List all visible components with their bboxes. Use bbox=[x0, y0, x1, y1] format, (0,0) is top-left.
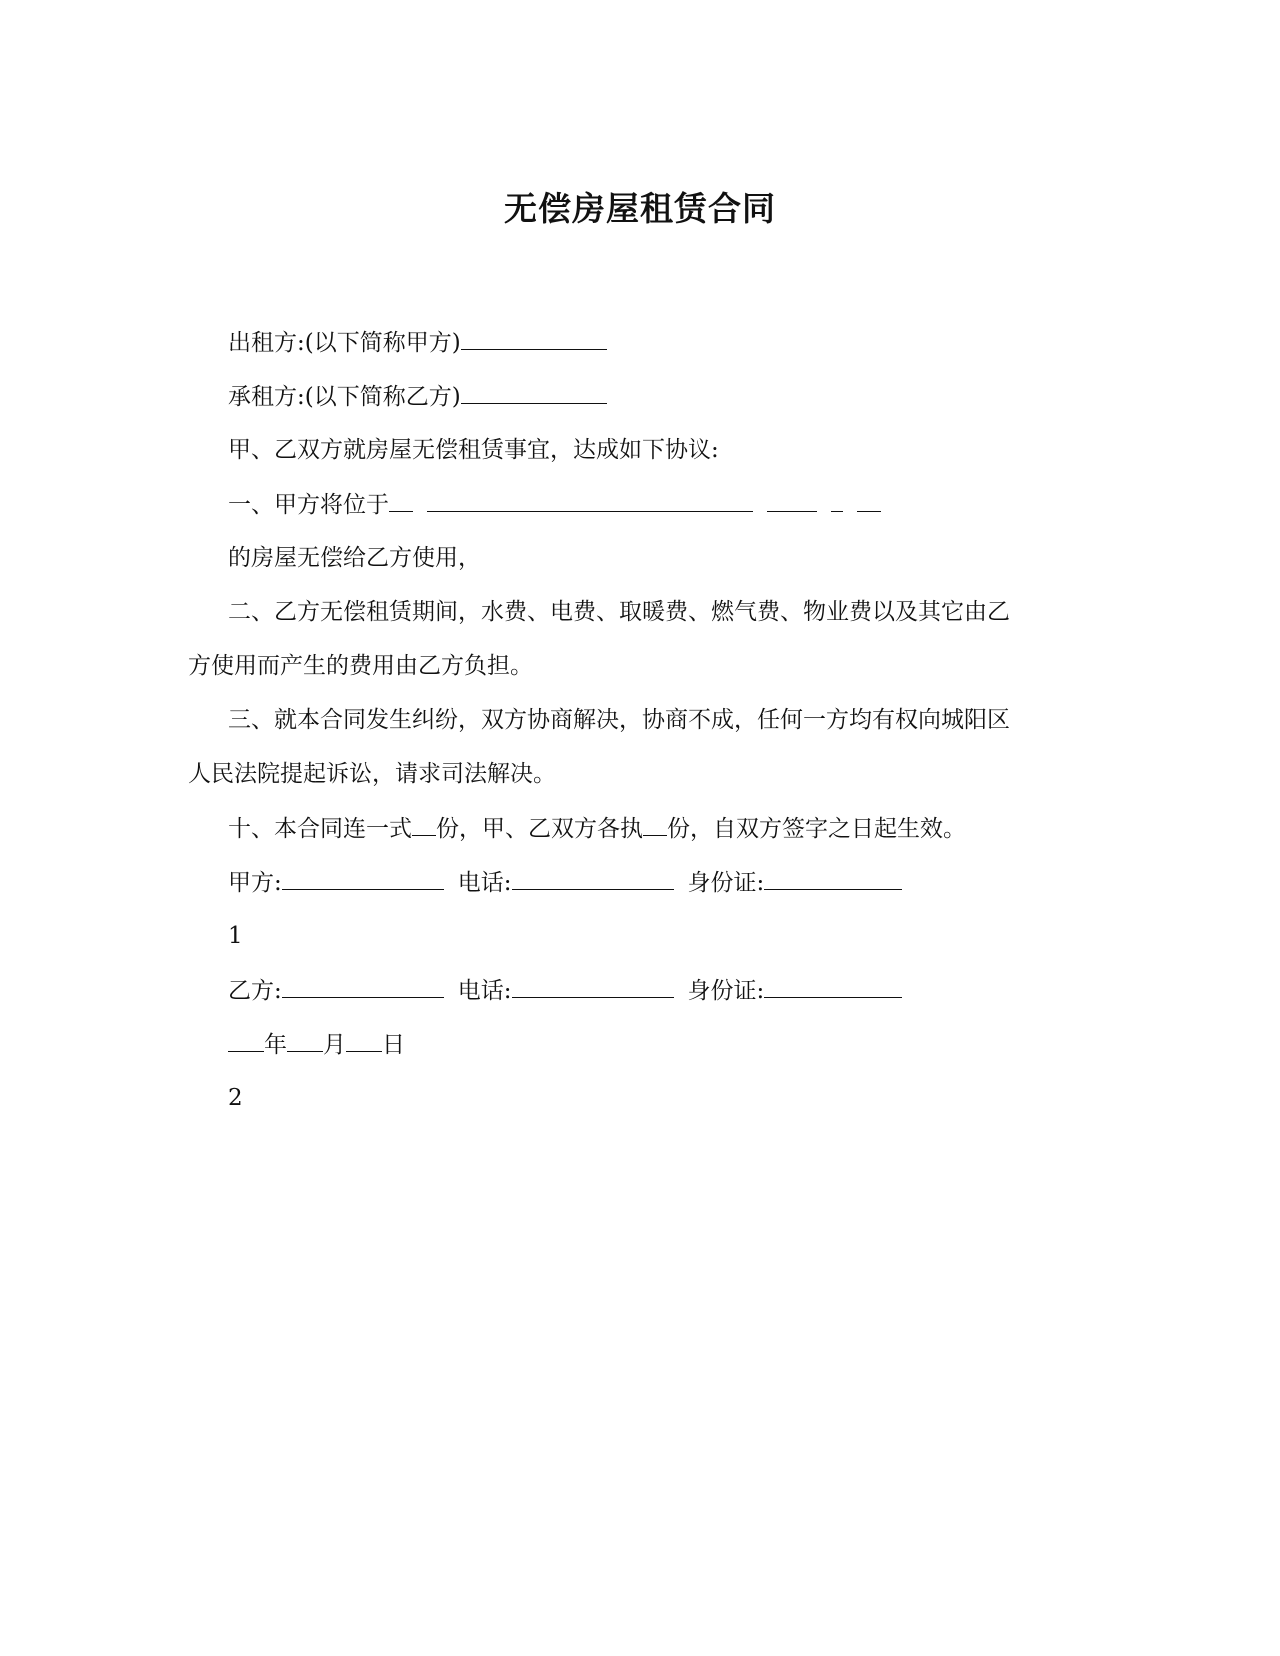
party-a-label: 甲方: bbox=[228, 870, 282, 896]
page-number-2: 2 bbox=[228, 1085, 243, 1111]
date-line bbox=[228, 1029, 405, 1060]
year-blank bbox=[228, 1029, 264, 1052]
party-a-phone-blank bbox=[512, 867, 674, 890]
clause2-line2: 方使用而产生的费用由乙方负担。 bbox=[188, 653, 533, 679]
party-a-name-blank bbox=[282, 867, 444, 890]
clause10-line bbox=[228, 813, 966, 844]
month-blank bbox=[287, 1029, 323, 1052]
party-b-signature-line bbox=[228, 975, 902, 1006]
clause10-text-b: 份，甲、乙双方各执 bbox=[436, 816, 643, 842]
clause10-text-c: 份，自双方签字之日起生效。 bbox=[667, 816, 966, 842]
document-title: 无偿房屋租赁合同 bbox=[504, 189, 776, 228]
party-a-signature-line bbox=[228, 867, 902, 898]
party-b-name-blank bbox=[282, 975, 444, 998]
clause1-prefix: 一、甲方将位于 bbox=[228, 492, 389, 518]
lessee-line bbox=[228, 381, 607, 412]
intro-line: 甲、乙双方就房屋无偿租赁事宜，达成如下协议: bbox=[228, 437, 719, 463]
day-label: 日 bbox=[382, 1032, 405, 1058]
address-blank-5 bbox=[857, 489, 881, 512]
clause10-text-a: 十、本合同连一式 bbox=[228, 816, 412, 842]
address-blank-4 bbox=[831, 489, 843, 512]
party-b-phone-blank bbox=[512, 975, 674, 998]
address-blank-2 bbox=[427, 489, 753, 512]
party-a-phone-label: 电话: bbox=[457, 870, 512, 896]
party-a-id-blank bbox=[764, 867, 902, 890]
clause1-line bbox=[228, 489, 881, 520]
copies-total-blank bbox=[412, 813, 436, 836]
clause1-continuation: 的房屋无偿给乙方使用， bbox=[228, 545, 481, 571]
clause3-line2: 人民法院提起诉讼，请求司法解决。 bbox=[188, 761, 556, 787]
lessee-label: 承租方:(以下简称乙方) bbox=[228, 384, 461, 410]
lessor-label: 出租方:(以下简称甲方) bbox=[228, 330, 461, 356]
clause3-line1: 三、就本合同发生纠纷，双方协商解决，协商不成，任何一方均有权向城阳区 bbox=[228, 707, 1010, 733]
party-b-phone-label: 电话: bbox=[457, 978, 512, 1004]
lessor-blank bbox=[461, 327, 607, 350]
address-blank-1 bbox=[389, 489, 413, 512]
party-b-label: 乙方: bbox=[228, 978, 282, 1004]
party-b-id-label: 身份证: bbox=[687, 978, 765, 1004]
lessor-line bbox=[228, 327, 607, 358]
clause2-line1: 二、乙方无偿租赁期间，水费、电费、取暖费、燃气费、物业费以及其它由乙 bbox=[228, 599, 1010, 625]
party-a-id-label: 身份证: bbox=[687, 870, 765, 896]
month-label: 月 bbox=[323, 1032, 346, 1058]
day-blank bbox=[346, 1029, 382, 1052]
year-label: 年 bbox=[264, 1032, 287, 1058]
page-number-1: 1 bbox=[228, 923, 243, 949]
lessee-blank bbox=[461, 381, 607, 404]
party-b-id-blank bbox=[764, 975, 902, 998]
copies-each-blank bbox=[643, 813, 667, 836]
address-blank-3 bbox=[767, 489, 817, 512]
